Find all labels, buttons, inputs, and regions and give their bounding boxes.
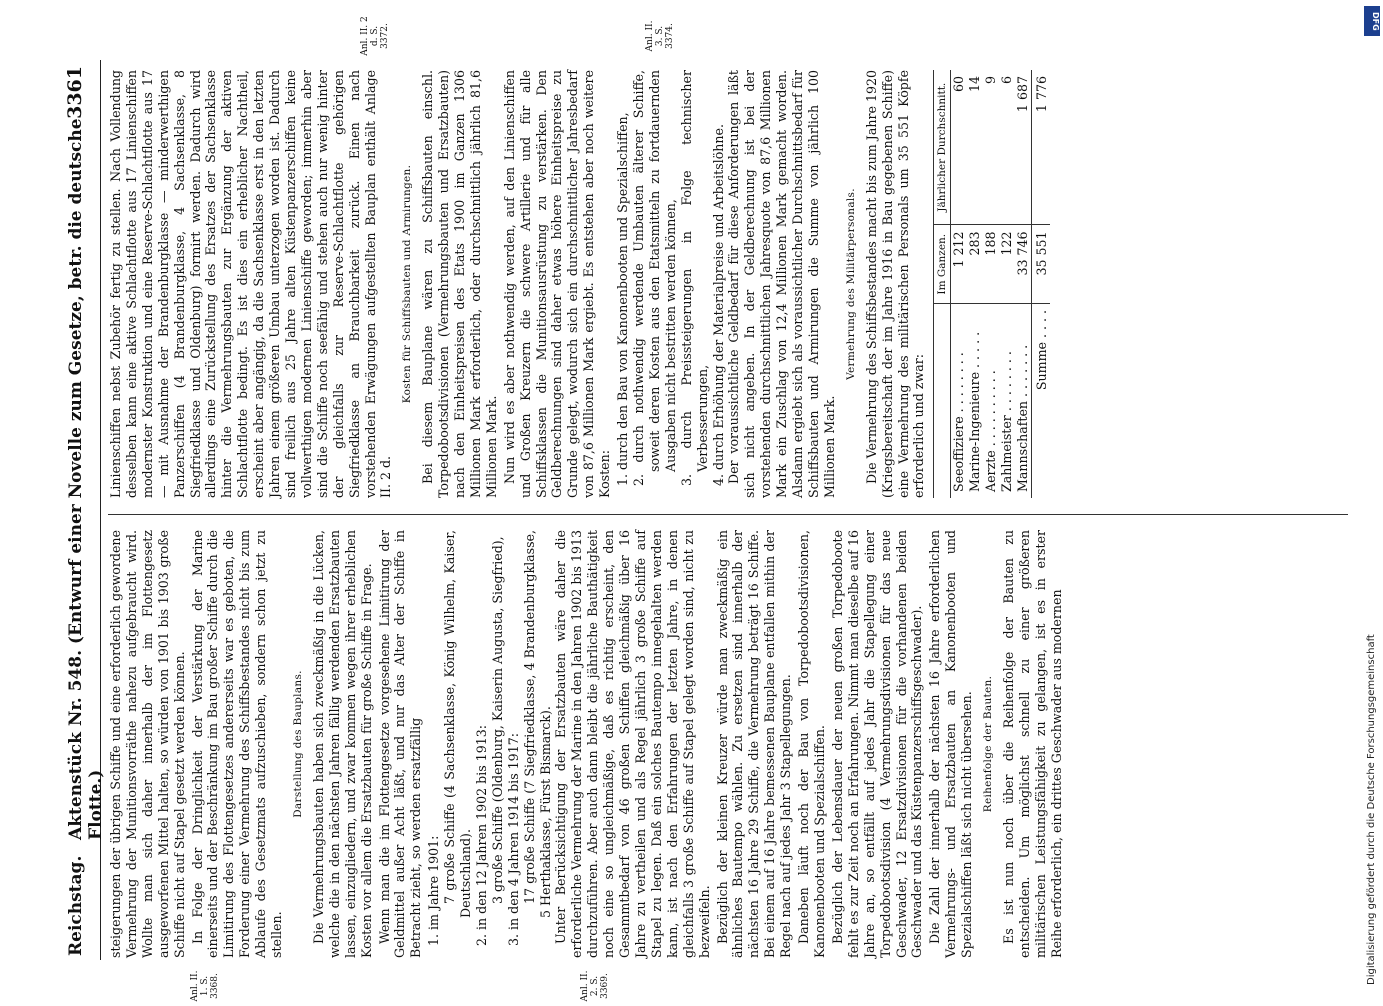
- list-item: 4. durch Erhöhung der Materialpreise und Arbeitslöhne.: [710, 124, 726, 486]
- paragraph: Wenn man die im Flottengesetze vorgesehene Limitirung der Geldmittel außer Acht läßt, und nur das Alter der Schiffe in Betracht zieht, so werden ersatzfällig: [376, 530, 424, 958]
- row-average: 14: [967, 70, 983, 225]
- margin-note: Anl. II. 2 d. S. 3372.: [360, 16, 390, 56]
- margin-note: Anl. II. 2. S. 3369.: [580, 970, 610, 1002]
- list-detail: 17 große Schiffe (7 Siegfriedklasse, 4 Brandenburgklasse, 5 Herthaklasse, Fürst Bismarck).: [521, 530, 553, 918]
- paragraph: Unter Berücksichtigung der Ersatzbauten wäre daher die erforderliche Vermehrung der Marine in den Jahren 1902 bis 1913 durchzuführen. Aber auch dann bleibt die jährliche Bauthätigkeit noch eine so ungleichmäßige, daß es richtig erscheint, den Gesammtbedarf von 46 großen Schiffen gleichmäßig über 16 Jahre zu vertheilen und als Regel jährlich 3 große Schiffe auf Stapel zu legen. Daß ein solches Bautempo innegehalten werden kann, ist nach den Erfahrungen der letzten Jahre, in denen gleichfalls 3 große Schiffe auf Stapel gelegt worden sind, nicht zu bezweifeln.: [553, 530, 712, 958]
- table-row: [951, 70, 967, 498]
- list-item: 2. durch nothwendig werdende Umbauten älterer Schiffe, soweit deren Kosten aus den Etatsmitteln zu fortdauernden Ausgaben nicht bestritten werden können,: [631, 70, 678, 486]
- digitization-credit: Digitalisierung gefördert durch die Deutsche Forschungsgemeinschaft: [1366, 634, 1377, 985]
- row-label: Aerzte . . . . . . . . . .: [983, 370, 999, 492]
- list-detail: 7 große Schiffe (4 Sachsenklasse, König Wilhelm, Kaiser, Deutschland).: [442, 530, 474, 918]
- paragraph: In Folge der Dringlichkeit der Verstärkung der Marine einerseits und der Beschränkung im Bau großer Schiffe durch die Limitirung des Flottengesetzes andererseits war es geboten, die Forderung einer Vermehrung des Schiffsbestandes nicht bis zum Ablaufe des Gesetzmats aufzuschieben, sondern schon jetzt zu stellen.: [189, 530, 285, 958]
- right-column: [108, 70, 1050, 498]
- page-number: 3361: [64, 66, 86, 119]
- paragraph: Bezüglich der kleinen Kreuzer würde man zweckmäßig ein ähnliches Bautempo wählen. Zu ersetzen sind innerhalb der nächsten 16 Jahre 29 Schiffe, die Vermehrung beträgt 16 Schiffe. Bei einem auf 16 Jahre bemessenen Bauplane entfallen mithin der Regel nach auf jedes Jahr 3 Stapellegungen.: [714, 530, 794, 958]
- row-total: 122: [999, 225, 1015, 304]
- list-item: 1. durch den Bau von Kanonenbooten und Spezialschiffen,: [615, 112, 631, 486]
- row-label: Seeoffiziere . . . . . . . .: [951, 352, 967, 492]
- list-item: 3. durch Preissteigerungen in Folge technischer Verbesserungen,: [678, 70, 710, 486]
- table-row: [983, 70, 999, 498]
- paragraph: Der voraussichtliche Geldbedarf für diese Anforderungen läßt sich nicht angeben. In der Geldberechnung ist bei der vorstehenden durchschnittlichen Jahresquote von 87,6 Millionen Mark ein Zuschlag von 12,4 Millionen Mark gemacht worden. Alsdann ergiebt sich als voraussichtlicher Durchschnittsbedarf für Schiffsbauten und Armirungen die Summe von jährlich 100 Millionen Mark.: [726, 70, 837, 498]
- row-average: 1 687: [1015, 70, 1031, 225]
- table-header: Jährlicher Durchschnitt.: [934, 70, 951, 225]
- section-heading: Vermehrung des Militärpersonals.: [844, 188, 857, 380]
- table-row: [967, 70, 983, 498]
- row-average: 60: [951, 70, 967, 225]
- paragraph: steigerungen der übrigen Schiffe und eine erforderlich gewordene Vermehrung der Munitionsvorräthe nahezu aufgebraucht wird. Wollte man sich daher innerhalb der im Flottengesetz ausgeworfenen Mittel halten, so würden von 1901 bis 1903 große Schiffe nicht auf Stapel gesetzt werden können.: [108, 530, 187, 958]
- sum-label: Summe . . . .: [1031, 303, 1049, 498]
- row-total: 33 746: [1015, 225, 1031, 304]
- table-header-blank: [934, 303, 951, 498]
- table-header: Im Ganzen.: [934, 225, 951, 304]
- left-column: [108, 530, 1067, 958]
- section-heading: Kosten für Schiffsbauten und Armirungen.: [401, 164, 414, 404]
- paragraph: Es ist nun noch über die Reihenfolge der Bauten zu entscheiden. Um möglichst schnell zu einer größeren militärischen Leistungsfähigkeit zu gelangen, ist es in erster Reihe erforderlich, ein drittes Geschwader aus modernen: [1000, 530, 1064, 958]
- row-total: 1 212: [951, 225, 967, 304]
- sum-total: 35 551: [1031, 225, 1049, 304]
- sum-average: 1 776: [1031, 70, 1049, 225]
- paragraph: Bei diesem Bauplane wären zu Schiffsbauten einschl. Torpedobootsdivisionen (Vermehrungsbauten und Ersatzbauten) nach den Einheitspreisen des Etats 1900 im Ganzen 1306 Millionen Mark erforderlich, oder durchschnittlich jährlich 81,6 Millionen Mark.: [420, 70, 499, 498]
- dfg-logo: DFG: [1364, 6, 1380, 36]
- paragraph: Bezüglich der Lebensdauer der neuen großen Torpedoboote fehlt es zur Zeit noch an Erfahrungen. Nimmt man dieselbe auf 16 Jahre an, so entfällt auf jedes Jahr die Stapellegung einer Torpedobootsdivision (4 Vermehrungsdivisionen für das neue Geschwader, 12 Ersatzdivisionen für die vorhandenen beiden Geschwader und das Küstenpanzerschiffsgeschwader).: [829, 530, 925, 958]
- table-sum-row: [1031, 70, 1049, 498]
- table-row: [999, 70, 1015, 498]
- paragraph: Die Vermehrungsbauten haben sich zweckmäßig in die Lücken, welche die in den nächsten Jahren fällig werdenden Ersatzbauten lassen, einzugliedern, und zwar kommen wegen ihrer erheblichen Kosten vor allem die Ersatzbauten für große Schiffe in Frage.: [310, 530, 374, 958]
- list-detail: 3 große Schiffe (Oldenburg, Kaiserin Augusta, Siegfried),: [489, 536, 505, 904]
- row-label: Marine-Ingenieure . . . . .: [967, 331, 983, 492]
- section-heading: Reihenfolge der Bauten.: [982, 675, 995, 813]
- paragraph: Daneben läuft noch der Bau von Torpedobootsdivisionen, Kanonenbooten und Spezialschiffen.: [796, 530, 827, 958]
- paragraph: Linienschiffen nebst Zubehör fertig zu stellen. Nach Vollendung desselben kann eine aktive Schlachtflotte aus 17 Linienschiffen modernster Konstruktion und eine Reserve-Schlachtflotte aus 17 — mit Ausnahme der Brandenburgklasse — minderwerthigen Panzerschiffen (4 Brandenburgklasse, 4 Sachsenklasse, 8 Siegfriedklasse und Oldenburg) formirt werden. Dadurch wird allerdings eine Zurückstellung des Ersatzes der Sachsenklasse hinter die Vermehrungsbauten zur Ergänzung der aktiven Schlachtflotte bedingt. Es ist dies ein erheblicher Nachtheil, erscheint aber angängig, da die Sachsenklasse erst in den letzten Jahren einem größeren Umbau unterzogen worden ist. Dadurch sind freilich aus 25 Jahre alten Küstenpanzerschiffen keine vollwerthigen modernen Linienschiffe geworden; immerhin aber sind die Schiffe noch seefähig und stehen auch nur wenig hinter der gleichfalls zur Reserve-Schlachtflotte gehörigen Siegfriedklasse an Brauchbarkeit zurück. Einen nach vorstehenden Erwägungen aufgestellten Bauplan enthält Anlage II. 2 d.: [108, 70, 394, 498]
- list-item: 2. in den 12 Jahren 1902 bis 1913:: [473, 725, 489, 946]
- page-header: [60, 60, 106, 960]
- section-heading: Darstellung des Bauplans.: [291, 670, 304, 818]
- paragraph: Die Vermehrung des Schiffsbestandes macht bis zum Jahre 1920 (Kriegsbereitschaft der im Jahre 1916 in Bau gegebenen Schiffe) eine Vermehrung des militärischen Personals um 35 551 Köpfe erforderlich und zwar:: [863, 70, 927, 498]
- row-label: Mannschaften . . . . . . .: [1014, 344, 1030, 492]
- personnel-table: [933, 70, 1049, 498]
- row-average: 6: [999, 70, 1015, 225]
- row-average: 9: [983, 70, 999, 225]
- document-page: [60, 16, 1350, 1002]
- row-total: 283: [967, 225, 983, 304]
- list-item: 1. im Jahre 1901:: [426, 835, 442, 946]
- list-item: 3. in den 4 Jahren 1914 bis 1917:: [505, 733, 521, 946]
- paragraph: Die Zahl der innerhalb der nächsten 16 Jahre erforderlichen Vermehrungs- und Ersatzbauten an Kanonenbooten und Spezialschiffen läßt sich nicht übersehen.: [927, 530, 975, 958]
- margin-note: Anl. II. 3. S. 3374.: [645, 20, 675, 52]
- paragraph: Nun wird es aber nothwendig werden, auf den Linienschiffen und Großen Kreuzern die schwere Artillerie und für alle Schiffsklassen die Munitionsausrüstung zu verstärken. Den Geldberechnungen sind daher etwas höhere Einheitspreise zu Grunde gelegt, wodurch sich ein durchschnittlicher Jahresbedarf von 87,6 Millionen Mark ergiebt. Es entstehen aber noch weitere Kosten:: [501, 70, 613, 498]
- table-row: [1015, 70, 1031, 498]
- column-divider: [108, 514, 1348, 515]
- margin-note: Anl. II. 1. S. 3368.: [190, 970, 220, 1002]
- header-title: Aktenstück Nr. 548. (Entwurf einer Novelle zum Gesetze, betr. die deutsche Flotte.): [66, 118, 106, 840]
- row-label: Zahlmeister . . . . . . . .: [999, 351, 1015, 492]
- header-left: Reichstag.: [66, 855, 86, 956]
- row-total: 188: [983, 225, 999, 304]
